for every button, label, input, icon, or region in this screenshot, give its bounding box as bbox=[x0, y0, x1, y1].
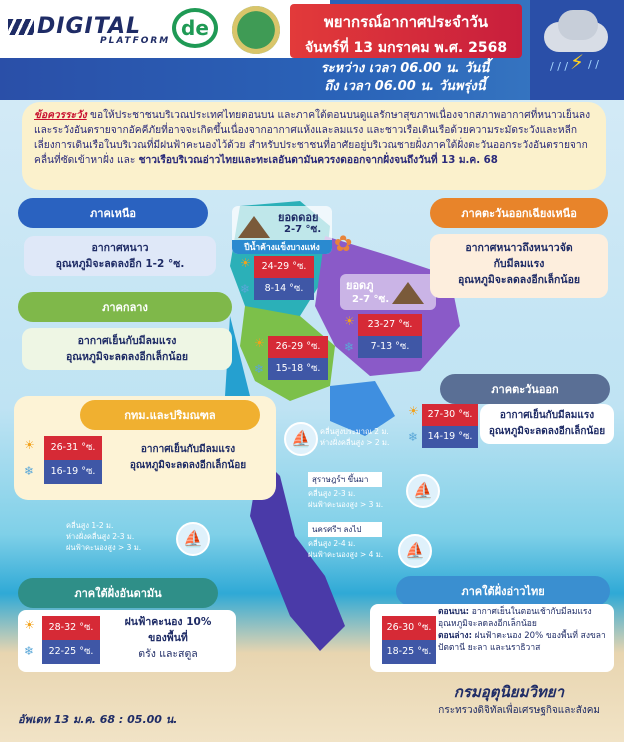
boat-icon: ⛵ bbox=[406, 474, 440, 508]
warning-text: ขอให้ประชาชนบริเวณประเทศไทยตอนบน และภาคใต้ตอนบนดูแลรักษาสุขภาพเนื่องจากสภาพอากาศที่หนาวเย็นลง และระวังอันตรายจากอัคคีภัยที่อาจจะเกิดขึ้นเนื่องจากอากาศแห้งและลมแรง และชาวเรือเดินเรือด้วยความระมัดระวังและหลีกเลี่ยงการเดินเรือในบริเวณที่มีฝนฟ้าคะนองไว้ด้วย สำหรับประชาชนที่อาศัยอยู่บริเวณชายฝั่งภาคใต้ฝั่งตะวันออกระวังอันตรายจากคลื่นที่ซัดเข้าหาฝั่ง และ bbox=[34, 110, 591, 166]
peak-note: ปีน้ำค้างแข็งบางแห่ง bbox=[232, 240, 332, 254]
temps-south-andaman bbox=[42, 616, 100, 664]
desc-line: กับมีลมแรง bbox=[493, 258, 545, 270]
temp-low: 8-14 °ซ. bbox=[254, 278, 314, 300]
region-desc-central bbox=[22, 328, 232, 370]
warning-box bbox=[22, 102, 606, 190]
temp-high: 23-27 °ซ. bbox=[358, 314, 422, 336]
temp-low: 7-13 °ซ. bbox=[358, 336, 422, 358]
desc-line: อุณหภูมิจะลดลงอีก 1-2 °ซ. bbox=[55, 258, 185, 270]
forecast-period bbox=[282, 60, 528, 98]
ministry-name: กระทรวงดิจิทัลเพื่อเศรษฐกิจและสังคม bbox=[438, 705, 600, 716]
region-desc-north bbox=[24, 236, 216, 276]
digital-platform-logo: DIGITAL bbox=[8, 14, 141, 39]
thermometer-snow-icon: ❄ bbox=[24, 644, 35, 658]
peak-temp: 2-7 °ซ. bbox=[352, 294, 390, 305]
desc-line: อากาศหนาวถึงหนาวจัด bbox=[465, 242, 573, 254]
desc-line: อุณหภูมิจะลดลงอีกเล็กน้อย bbox=[65, 351, 189, 363]
mountain-icon bbox=[392, 282, 424, 304]
mountain-icon bbox=[238, 216, 270, 238]
period-start: ระหว่าง เวลา 06.00 น. วันนี้ bbox=[320, 61, 490, 76]
thermometer-snow-icon: ❄ bbox=[254, 362, 265, 376]
region-title-east: ภาคตะวันออก bbox=[440, 374, 610, 404]
temp-low: 22-25 °ซ. bbox=[42, 640, 100, 664]
sea-line: ห่างฝั่งคลื่นสูง > 2 ม. bbox=[320, 438, 390, 447]
temps-bangkok bbox=[44, 436, 102, 484]
desc-line: อากาศเย็นกับมีลมแรง bbox=[77, 335, 177, 347]
region-desc-east bbox=[480, 404, 614, 444]
desc-line: อุณหภูมิจะลดลงอีกเล็กน้อย bbox=[129, 460, 247, 471]
storm-cloud-icon: ⚡ / / / / / bbox=[530, 0, 624, 100]
upper-desc: อากาศเย็นในตอนเช้ากับมีลมแรง อุณหภูมิจะลดลงอีกเล็กน้อย bbox=[438, 607, 592, 629]
butterfly-icon: ✿ bbox=[334, 232, 353, 257]
sea-line: ฝนฟ้าคะนองสูง > 4 ม. bbox=[308, 550, 384, 559]
sea-line: ฝนฟ้าคะนองสูง > 3 ม. bbox=[66, 543, 142, 552]
page-date: จันทร์ที่ 13 มกราคม พ.ศ. 2568 bbox=[304, 40, 508, 56]
desc-line: ตรัง และสตูล bbox=[138, 648, 198, 660]
temp-low: 14-19 °ซ. bbox=[422, 426, 478, 448]
boat-icon: ⛵ bbox=[176, 522, 210, 556]
region-title-south-andaman: ภาคใต้ฝั่งอันดามัน bbox=[18, 578, 218, 608]
digital-platform-sub: PLATFORM bbox=[100, 36, 171, 46]
sea-line: คลื่นสูง 1-2 ม. bbox=[66, 521, 114, 530]
temp-high: 26-31 °ซ. bbox=[44, 436, 102, 460]
sea-upper-gulf bbox=[320, 426, 410, 448]
thermometer-sun-icon: ☀ bbox=[254, 336, 265, 350]
sea-line: คลื่นสูง 2-3 ม. bbox=[308, 489, 356, 498]
warning-text-bold: ชาวเรือบริเวณอ่าวไทยและทะเลอันดามันควรงดออกจากฝั่งจนถึงวันที่ 13 ม.ค. 68 bbox=[138, 155, 498, 166]
tmd-seal-icon bbox=[232, 6, 280, 54]
sea-line: คลื่นสูง 2-4 ม. bbox=[308, 539, 356, 548]
temp-low: 15-18 °ซ. bbox=[268, 358, 328, 380]
thermometer-sun-icon: ☀ bbox=[344, 314, 355, 328]
upper-label: ตอนบน: bbox=[438, 607, 470, 617]
desc-line: อากาศหนาว bbox=[91, 242, 149, 254]
boat-icon: ⛵ bbox=[398, 534, 432, 568]
thermometer-snow-icon: ❄ bbox=[240, 282, 251, 296]
sea-nakhon-place: นครศรีฯ ลงไป bbox=[308, 522, 382, 537]
temp-low: 18-25 °ซ. bbox=[382, 640, 436, 664]
region-title-south-gulf: ภาคใต้ฝั่งอ่าวไทย bbox=[396, 576, 610, 606]
desc-line: อุณหภูมิจะลดลงอีกเล็กน้อย bbox=[457, 274, 581, 286]
thermometer-snow-icon: ❄ bbox=[344, 340, 355, 354]
temps-east bbox=[422, 404, 478, 448]
temps-south-gulf bbox=[382, 616, 436, 664]
period-end: ถึง เวลา 06.00 น. วันพรุ่งนี้ bbox=[324, 79, 486, 94]
temps-central bbox=[268, 336, 328, 380]
peak-temp: 2-7 °ซ. bbox=[284, 224, 322, 235]
boat-icon: ⛵ bbox=[284, 422, 318, 456]
org-name: กรมอุตุนิยมวิทยา bbox=[453, 683, 564, 701]
thermometer-snow-icon: ❄ bbox=[24, 464, 35, 478]
sea-line: ห่างฝั่งคลื่นสูง 2-3 ม. bbox=[66, 532, 135, 541]
update-timestamp: อัพเดท 13 ม.ค. 68 : 05.00 น. bbox=[18, 713, 178, 726]
temp-high: 26-29 °ซ. bbox=[268, 336, 328, 358]
sea-andaman bbox=[66, 520, 176, 553]
lower-label: ตอนล่าง: bbox=[438, 631, 472, 641]
region-title-north: ภาคเหนือ bbox=[18, 198, 208, 228]
mdes-logo-icon: de bbox=[172, 8, 218, 48]
lower-desc: ฝนฟ้าคะนอง 20% ของพื้นที่ สงขลา ปัตตานี ยะลา และนราธิวาส bbox=[438, 631, 606, 653]
peak-name: ยอดภู bbox=[346, 279, 374, 292]
desc-line: ฝนฟ้าคะนอง 10% bbox=[124, 616, 212, 628]
sea-surat-place: สุราษฎร์ฯ ขึ้นมา bbox=[308, 472, 382, 487]
region-desc-south-andaman bbox=[104, 614, 232, 666]
thermometer-snow-icon: ❄ bbox=[408, 430, 419, 444]
peak-doi bbox=[232, 206, 332, 254]
desc-line: อากาศเย็นกับมีลมแรง bbox=[140, 444, 236, 455]
region-title-central: ภาคกลาง bbox=[18, 292, 232, 322]
region-desc-northeast bbox=[430, 234, 608, 298]
peak-phu bbox=[340, 274, 436, 310]
temp-low: 16-19 °ซ. bbox=[44, 460, 102, 484]
thermometer-sun-icon: ☀ bbox=[24, 438, 35, 452]
peak-name: ยอดดอย bbox=[278, 211, 319, 224]
region-desc-south-gulf bbox=[438, 606, 612, 654]
sea-surat bbox=[308, 488, 398, 510]
region-title-bangkok: กทม.และปริมณฑล bbox=[80, 400, 260, 430]
thermometer-sun-icon: ☀ bbox=[408, 404, 419, 418]
temp-high: 27-30 °ซ. bbox=[422, 404, 478, 426]
temp-high: 24-29 °ซ. bbox=[254, 256, 314, 278]
sea-line: คลื่นสูงประมาณ 2 ม. bbox=[320, 427, 389, 436]
page-title: พยากรณ์อากาศประจำวัน bbox=[323, 13, 489, 31]
temps-north bbox=[254, 256, 314, 300]
desc-line: ของพื้นที่ bbox=[148, 632, 188, 644]
region-title-northeast: ภาคตะวันออกเฉียงเหนือ bbox=[430, 198, 608, 228]
warning-label: ข้อควรระวัง bbox=[34, 110, 87, 121]
desc-line: อากาศเย็นกับมีลมแรง bbox=[499, 410, 595, 421]
desc-line: อุณหภูมิจะลดลงอีกเล็กน้อย bbox=[488, 426, 606, 437]
title-box bbox=[290, 4, 522, 58]
region-desc-bangkok bbox=[108, 442, 268, 478]
temps-northeast bbox=[358, 314, 422, 358]
sea-nakhon bbox=[308, 538, 398, 560]
temp-high: 28-32 °ซ. bbox=[42, 616, 100, 640]
temp-high: 26-30 °ซ. bbox=[382, 616, 436, 640]
sea-line: ฝนฟ้าคะนองสูง > 3 ม. bbox=[308, 500, 384, 509]
thermometer-sun-icon: ☀ bbox=[24, 618, 35, 632]
thermometer-sun-icon: ☀ bbox=[240, 256, 251, 270]
